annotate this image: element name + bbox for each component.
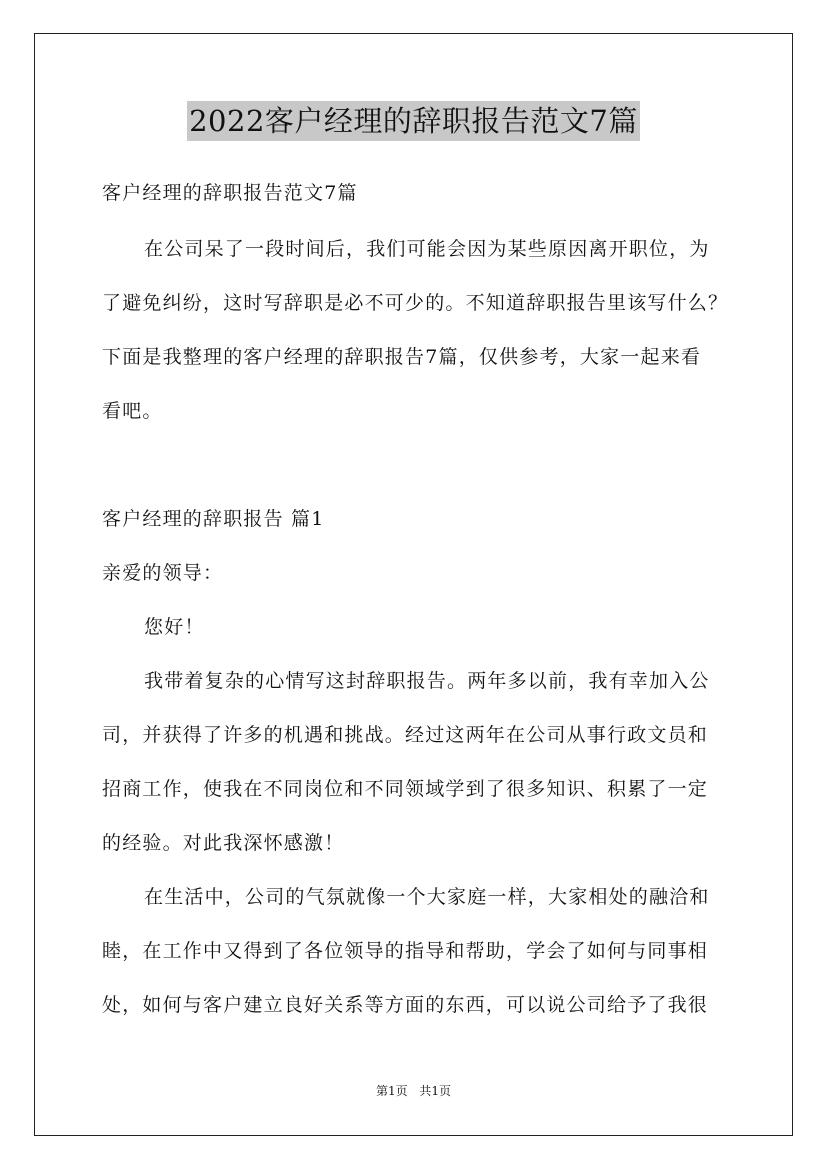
body-line: 我带着复杂的心情写这封辞职报告。两年多以前，我有幸加入公 <box>144 670 710 692</box>
page-number: 第1页 <box>375 1084 408 1098</box>
document-subtitle: 客户经理的辞职报告范文7篇 <box>102 182 358 204</box>
page-total: 共1页 <box>419 1084 452 1098</box>
salutation: 亲爱的领导： <box>102 562 224 584</box>
greeting: 您好！ <box>144 616 205 638</box>
body-line: 处，如何与客户建立良好关系等方面的东西，可以说公司给予了我很 <box>102 994 709 1016</box>
intro-line: 在公司呆了一段时间后，我们可能会因为某些原因离开职位，为 <box>144 238 710 260</box>
body-line: 在生活中，公司的气氛就像一个大家庭一样，大家相处的融洽和 <box>144 886 710 908</box>
intro-line: 下面是我整理的客户经理的辞职报告7篇，仅供参考，大家一起来看 <box>102 346 702 368</box>
body-line: 的经验。对此我深怀感激！ <box>102 832 345 854</box>
page-footer <box>0 1083 827 1099</box>
body-line: 招商工作，使我在不同岗位和不同领域学到了很多知识、积累了一定 <box>102 778 709 800</box>
intro-line: 看吧。 <box>102 400 163 422</box>
body-line: 睦，在工作中又得到了各位领导的指导和帮助，学会了如何与同事相 <box>102 940 709 962</box>
document-title: 2022客户经理的辞职报告范文7篇 <box>187 101 640 141</box>
title-container <box>0 101 827 141</box>
intro-line: 了避免纠纷，这时写辞职是必不可少的。不知道辞职报告里该写什么？ <box>102 292 729 314</box>
body-line: 司，并获得了许多的机遇和挑战。经过这两年在公司从事行政文员和 <box>102 724 709 746</box>
section-heading: 客户经理的辞职报告 篇1 <box>102 508 325 530</box>
